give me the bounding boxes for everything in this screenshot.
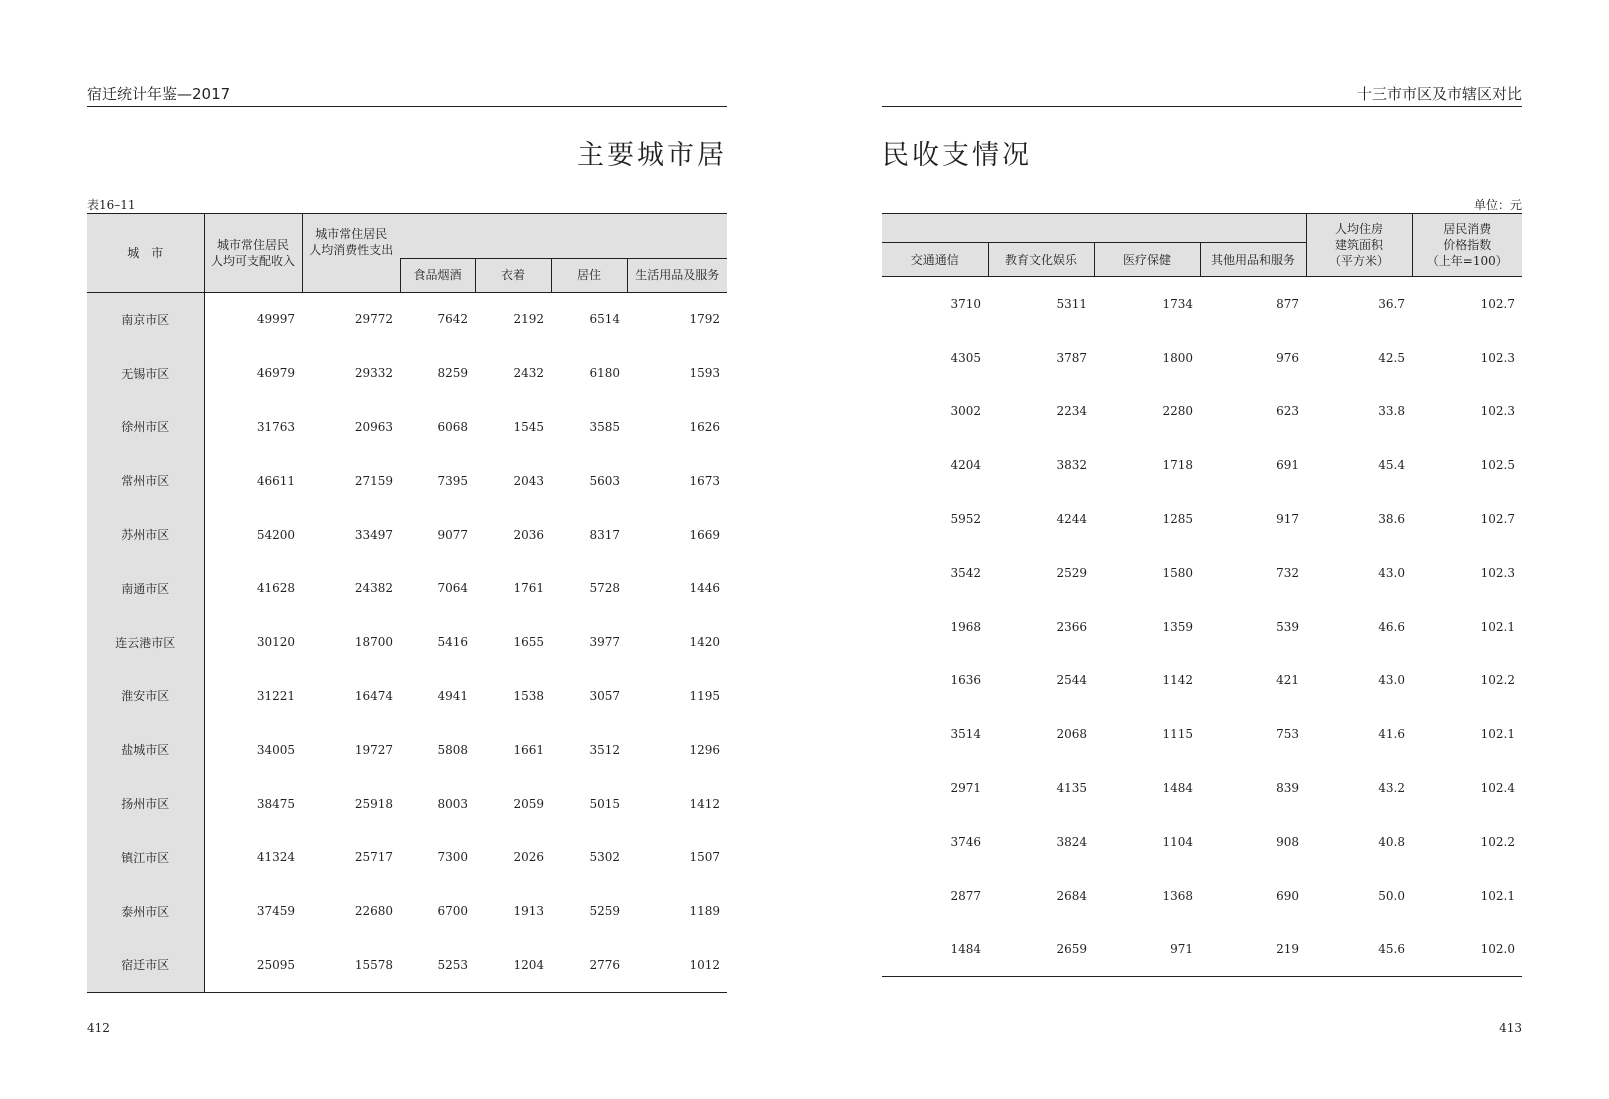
education-cell: 2529 xyxy=(1056,565,1087,580)
transport-cell: 3746 xyxy=(950,834,981,849)
food-cell: 7064 xyxy=(437,581,468,596)
clothing-cell: 2036 xyxy=(513,527,544,542)
household-cell: 1012 xyxy=(689,957,720,972)
other-cell: 623 xyxy=(1276,404,1299,419)
table-number: 表16–11 xyxy=(87,198,136,212)
housing-cell: 3977 xyxy=(589,635,620,650)
clothing-cell: 1204 xyxy=(513,957,544,972)
housing-cell: 5603 xyxy=(589,473,620,488)
income-cell: 41628 xyxy=(256,581,295,596)
other-cell: 421 xyxy=(1276,673,1299,688)
area-cell: 43.0 xyxy=(1378,565,1405,580)
area-cell: 38.6 xyxy=(1378,512,1405,527)
transport-cell: 3514 xyxy=(950,727,981,742)
page-number-right: 413 xyxy=(1499,1021,1522,1035)
table-row xyxy=(882,492,1522,546)
table-row xyxy=(882,815,1522,869)
transport-cell: 1968 xyxy=(950,619,981,634)
medical-cell: 1368 xyxy=(1162,888,1193,903)
medical-cell: 2280 xyxy=(1162,404,1193,419)
header-consumption: 城市常住居民 人均消费性支出 xyxy=(302,214,400,259)
medical-cell: 1104 xyxy=(1162,834,1193,849)
cpi-cell: 102.1 xyxy=(1480,888,1515,903)
food-cell: 5808 xyxy=(437,742,468,757)
food-cell: 7642 xyxy=(437,312,468,327)
household-cell: 1593 xyxy=(689,366,720,381)
food-cell: 6700 xyxy=(437,904,468,919)
housing-cell: 5259 xyxy=(589,904,620,919)
housing-cell: 5015 xyxy=(589,796,620,811)
transport-cell: 3542 xyxy=(950,565,981,580)
area-cell: 43.0 xyxy=(1378,673,1405,688)
city-cell: 南京市区 xyxy=(87,292,204,346)
food-cell: 8003 xyxy=(437,796,468,811)
table-row xyxy=(882,600,1522,654)
table-row xyxy=(87,938,727,992)
food-cell: 4941 xyxy=(437,688,468,703)
transport-cell: 1636 xyxy=(950,673,981,688)
left-page xyxy=(87,0,727,1099)
cpi-cell: 102.3 xyxy=(1480,565,1515,580)
medical-cell: 1734 xyxy=(1162,296,1193,311)
other-cell: 877 xyxy=(1276,296,1299,311)
medical-cell: 1285 xyxy=(1162,512,1193,527)
household-cell: 1792 xyxy=(689,312,720,327)
education-cell: 5311 xyxy=(1056,296,1087,311)
transport-cell: 4204 xyxy=(950,458,981,473)
medical-cell: 1800 xyxy=(1162,350,1193,365)
consumption-cell: 22680 xyxy=(354,904,393,919)
housing-cell: 3057 xyxy=(589,688,620,703)
education-cell: 2544 xyxy=(1056,673,1087,688)
table-row xyxy=(882,654,1522,708)
household-cell: 1189 xyxy=(689,904,720,919)
housing-cell: 2776 xyxy=(589,957,620,972)
header-education: 教育文化娱乐 xyxy=(988,243,1094,277)
cpi-cell: 102.5 xyxy=(1480,458,1515,473)
clothing-cell: 1545 xyxy=(513,419,544,434)
city-cell: 宿迁市区 xyxy=(87,938,204,992)
cpi-cell: 102.3 xyxy=(1480,350,1515,365)
food-cell: 8259 xyxy=(437,366,468,381)
household-cell: 1412 xyxy=(689,796,720,811)
table-row xyxy=(87,400,727,454)
education-cell: 2684 xyxy=(1056,888,1087,903)
city-cell: 扬州市区 xyxy=(87,777,204,831)
clothing-cell: 2043 xyxy=(513,473,544,488)
header-consumption-total-cell xyxy=(302,258,400,292)
income-cell: 34005 xyxy=(256,742,295,757)
transport-cell: 1484 xyxy=(950,942,981,957)
title-left-part: 主要城市居 xyxy=(577,140,727,171)
consumption-cell: 20963 xyxy=(354,419,393,434)
income-cell: 54200 xyxy=(256,527,295,542)
table-row xyxy=(87,615,727,669)
table-row xyxy=(87,508,727,562)
consumption-cell: 18700 xyxy=(354,635,393,650)
page-number-left: 412 xyxy=(87,1021,110,1035)
city-cell: 苏州市区 xyxy=(87,508,204,562)
household-cell: 1626 xyxy=(689,419,720,434)
table-row xyxy=(87,777,727,831)
medical-cell: 1142 xyxy=(1162,673,1193,688)
food-cell: 5253 xyxy=(437,957,468,972)
other-cell: 753 xyxy=(1276,727,1299,742)
table-row xyxy=(87,346,727,400)
education-cell: 3824 xyxy=(1056,834,1087,849)
consumption-cell: 16474 xyxy=(354,688,393,703)
area-cell: 50.0 xyxy=(1378,888,1405,903)
table-row xyxy=(882,546,1522,600)
consumption-cell: 33497 xyxy=(354,527,393,542)
table-row xyxy=(87,723,727,777)
table-row xyxy=(87,830,727,884)
city-cell: 常州市区 xyxy=(87,454,204,508)
household-cell: 1195 xyxy=(689,688,720,703)
area-cell: 36.7 xyxy=(1378,296,1405,311)
table-row xyxy=(87,561,727,615)
income-cell: 49997 xyxy=(256,312,295,327)
other-cell: 839 xyxy=(1276,781,1299,796)
income-cell: 31221 xyxy=(256,688,295,703)
medical-cell: 971 xyxy=(1170,942,1193,957)
household-cell: 1507 xyxy=(689,850,720,865)
city-cell: 镇江市区 xyxy=(87,830,204,884)
medical-cell: 1115 xyxy=(1162,727,1193,742)
consumption-cell: 29332 xyxy=(354,366,393,381)
consumption-cell: 24382 xyxy=(354,581,393,596)
header-other: 其他用品和服务 xyxy=(1200,243,1306,277)
header-city: 城 市 xyxy=(87,214,204,293)
education-cell: 4135 xyxy=(1056,781,1087,796)
title-right-part: 民收支情况 xyxy=(882,140,1032,171)
header-consumption-continued xyxy=(882,214,1306,243)
clothing-cell: 1655 xyxy=(513,635,544,650)
household-cell: 1673 xyxy=(689,473,720,488)
consumption-cell: 25717 xyxy=(354,850,393,865)
clothing-cell: 1761 xyxy=(513,581,544,596)
food-cell: 9077 xyxy=(437,527,468,542)
medical-cell: 1718 xyxy=(1162,458,1193,473)
transport-cell: 3710 xyxy=(950,296,981,311)
medical-cell: 1359 xyxy=(1162,619,1193,634)
household-cell: 1446 xyxy=(689,581,720,596)
household-cell: 1296 xyxy=(689,742,720,757)
cpi-cell: 102.1 xyxy=(1480,619,1515,634)
housing-cell: 6514 xyxy=(589,312,620,327)
food-cell: 7300 xyxy=(437,850,468,865)
city-cell: 无锡市区 xyxy=(87,346,204,400)
other-cell: 690 xyxy=(1276,888,1299,903)
income-cell: 31763 xyxy=(256,419,295,434)
income-cell: 25095 xyxy=(256,957,295,972)
header-medical: 医疗保健 xyxy=(1094,243,1200,277)
transport-cell: 2877 xyxy=(950,888,981,903)
education-cell: 2659 xyxy=(1056,942,1087,957)
education-cell: 3832 xyxy=(1056,458,1087,473)
other-cell: 917 xyxy=(1276,512,1299,527)
area-cell: 45.4 xyxy=(1378,458,1405,473)
left-data-table xyxy=(87,213,727,993)
table-row xyxy=(882,277,1522,331)
running-head-right: 十三市市区及市辖区对比 xyxy=(882,84,1522,107)
table-row xyxy=(87,292,727,346)
header-housing: 居住 xyxy=(551,258,627,292)
clothing-cell: 2192 xyxy=(513,312,544,327)
cpi-cell: 102.0 xyxy=(1480,942,1515,957)
unit-label: 单位：元 xyxy=(1473,198,1522,212)
area-cell: 33.8 xyxy=(1378,404,1405,419)
consumption-cell: 15578 xyxy=(354,957,393,972)
income-cell: 41324 xyxy=(256,850,295,865)
housing-cell: 8317 xyxy=(589,527,620,542)
medical-cell: 1484 xyxy=(1162,781,1193,796)
table-row xyxy=(882,707,1522,761)
housing-cell: 6180 xyxy=(589,366,620,381)
transport-cell: 2971 xyxy=(950,781,981,796)
clothing-cell: 1913 xyxy=(513,904,544,919)
header-transport: 交通通信 xyxy=(882,243,988,277)
transport-cell: 5952 xyxy=(950,512,981,527)
household-cell: 1669 xyxy=(689,527,720,542)
header-housing-area: 人均住房 建筑面积 （平方米） xyxy=(1306,214,1412,277)
city-cell: 南通市区 xyxy=(87,561,204,615)
table-row xyxy=(87,884,727,938)
food-cell: 7395 xyxy=(437,473,468,488)
cpi-cell: 102.2 xyxy=(1480,673,1515,688)
right-page xyxy=(882,0,1522,1099)
city-cell: 盐城市区 xyxy=(87,723,204,777)
clothing-cell: 2432 xyxy=(513,366,544,381)
income-cell: 37459 xyxy=(256,904,295,919)
other-cell: 219 xyxy=(1276,942,1299,957)
housing-cell: 3585 xyxy=(589,419,620,434)
income-cell: 46979 xyxy=(256,366,295,381)
transport-cell: 4305 xyxy=(950,350,981,365)
education-cell: 2234 xyxy=(1056,404,1087,419)
consumption-cell: 29772 xyxy=(354,312,393,327)
city-cell: 连云港市区 xyxy=(87,615,204,669)
consumption-cell: 25918 xyxy=(354,796,393,811)
table-row xyxy=(882,331,1522,385)
area-cell: 40.8 xyxy=(1378,834,1405,849)
header-household: 生活用品及服务 xyxy=(627,258,727,292)
cpi-cell: 102.7 xyxy=(1480,512,1515,527)
education-cell: 2068 xyxy=(1056,727,1087,742)
consumption-cell: 19727 xyxy=(354,742,393,757)
table-row xyxy=(87,669,727,723)
right-data-table xyxy=(882,213,1522,977)
housing-cell: 5302 xyxy=(589,850,620,865)
household-cell: 1420 xyxy=(689,635,720,650)
clothing-cell: 2059 xyxy=(513,796,544,811)
education-cell: 4244 xyxy=(1056,512,1087,527)
food-cell: 6068 xyxy=(437,419,468,434)
education-cell: 3787 xyxy=(1056,350,1087,365)
other-cell: 732 xyxy=(1276,565,1299,580)
header-clothing: 衣着 xyxy=(475,258,551,292)
cpi-cell: 102.2 xyxy=(1480,834,1515,849)
cpi-cell: 102.3 xyxy=(1480,404,1515,419)
cpi-cell: 102.7 xyxy=(1480,296,1515,311)
running-head-left: 宿迁统计年鉴—2017 xyxy=(87,84,727,107)
income-cell: 38475 xyxy=(256,796,295,811)
area-cell: 45.6 xyxy=(1378,942,1405,957)
food-cell: 5416 xyxy=(437,635,468,650)
header-cpi: 居民消费 价格指数 （上年=100） xyxy=(1412,214,1522,277)
header-disposable-income: 城市常住居民 人均可支配收入 xyxy=(204,214,302,293)
area-cell: 43.2 xyxy=(1378,781,1405,796)
cpi-cell: 102.4 xyxy=(1480,781,1515,796)
transport-cell: 3002 xyxy=(950,404,981,419)
other-cell: 976 xyxy=(1276,350,1299,365)
table-row xyxy=(882,385,1522,439)
city-cell: 泰州市区 xyxy=(87,884,204,938)
area-cell: 41.6 xyxy=(1378,727,1405,742)
table-row xyxy=(882,438,1522,492)
area-cell: 46.6 xyxy=(1378,619,1405,634)
consumption-cell: 27159 xyxy=(354,473,393,488)
table-row xyxy=(882,869,1522,923)
other-cell: 691 xyxy=(1276,458,1299,473)
medical-cell: 1580 xyxy=(1162,565,1193,580)
clothing-cell: 1661 xyxy=(513,742,544,757)
other-cell: 539 xyxy=(1276,619,1299,634)
income-cell: 46611 xyxy=(256,473,295,488)
area-cell: 42.5 xyxy=(1378,350,1405,365)
cpi-cell: 102.1 xyxy=(1480,727,1515,742)
education-cell: 2366 xyxy=(1056,619,1087,634)
header-food: 食品烟酒 xyxy=(400,258,475,292)
clothing-cell: 2026 xyxy=(513,850,544,865)
housing-cell: 3512 xyxy=(589,742,620,757)
city-cell: 徐州市区 xyxy=(87,400,204,454)
other-cell: 908 xyxy=(1276,834,1299,849)
city-cell: 淮安市区 xyxy=(87,669,204,723)
table-row xyxy=(87,454,727,508)
header-consumption-blank xyxy=(400,214,727,259)
income-cell: 30120 xyxy=(256,635,295,650)
table-row xyxy=(882,923,1522,977)
table-row xyxy=(882,761,1522,815)
housing-cell: 5728 xyxy=(589,581,620,596)
clothing-cell: 1538 xyxy=(513,688,544,703)
